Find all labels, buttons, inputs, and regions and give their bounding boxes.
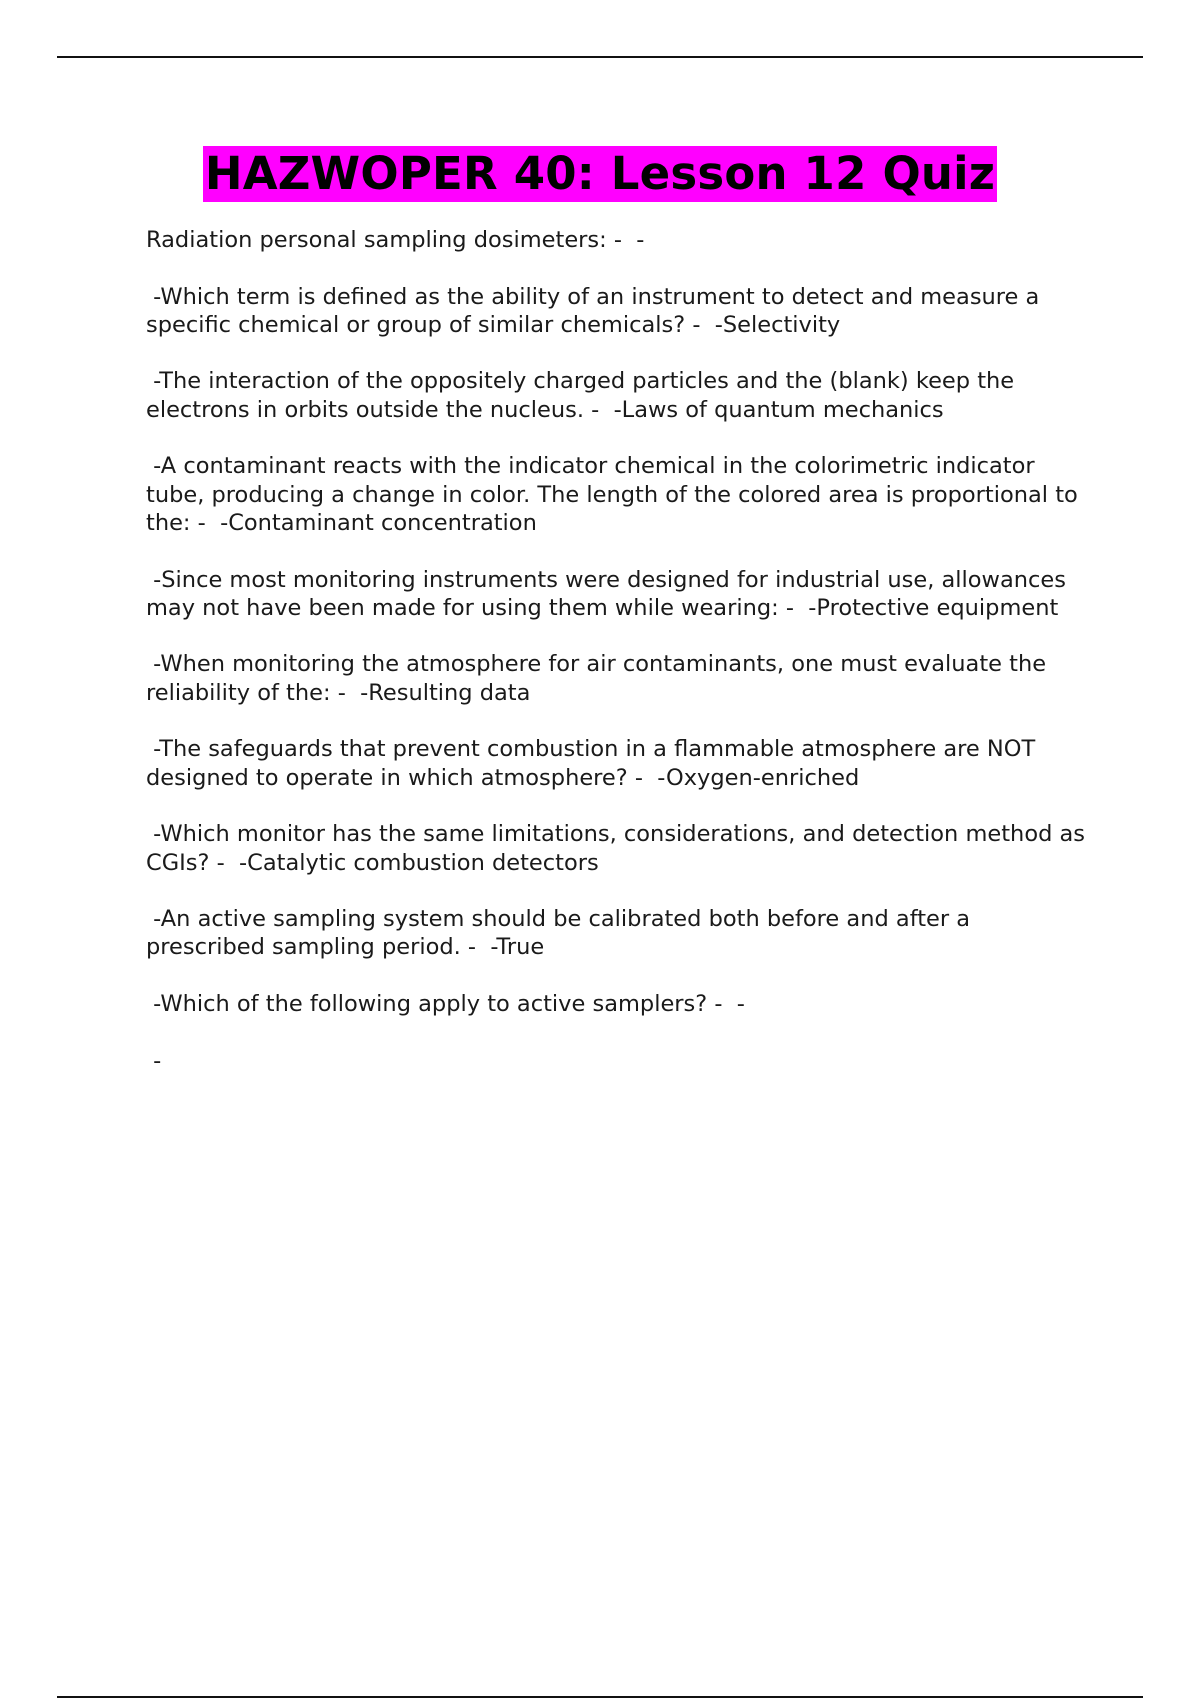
quiz-item: -Which of the following apply to active samplers? - - xyxy=(146,991,745,1018)
quiz-item: -Since most monitoring instruments were designed for industrial use, allowances may not have been made for using them while wearing: - -Protective equipment xyxy=(146,566,1074,621)
quiz-item: -The interaction of the oppositely charged particles and the (blank) keep the electrons in orbits outside the nucleus. - -Laws of quantum mechanics xyxy=(146,368,1022,423)
quiz-item: -When monitoring the atmosphere for air contaminants, one must evaluate the reliability of the: - -Resulting data xyxy=(146,651,1054,706)
quiz-item: -The safeguards that prevent combustion in a flammable atmosphere are NOT designed to operate in which atmosphere? - -Oxygen-enriched xyxy=(146,736,1043,791)
quiz-item: - xyxy=(146,1047,162,1074)
quiz-content xyxy=(146,226,1096,1103)
title-container xyxy=(0,146,1200,202)
header-rule xyxy=(57,56,1143,58)
page-title: HAZWOPER 40: Lesson 12 Quiz xyxy=(204,147,996,200)
quiz-item: -Which term is defined as the ability of an instrument to detect and measure a specific chemical or group of similar chemicals? - -Selectivity xyxy=(146,283,1047,338)
footer-rule xyxy=(57,1696,1143,1698)
quiz-item: -Which monitor has the same limitations, considerations, and detection method as CGIs? - -Catalytic combustion detectors xyxy=(146,821,1093,876)
quiz-item: -An active sampling system should be calibrated both before and after a prescribed sampling period. - -True xyxy=(146,906,978,961)
quiz-item: -A contaminant reacts with the indicator chemical in the colorimetric indicator tube, producing a change in color. The length of the colored area is proportional to the: - -Contaminant concentration xyxy=(146,453,1085,536)
quiz-item: Radiation personal sampling dosimeters: - - xyxy=(146,227,645,253)
